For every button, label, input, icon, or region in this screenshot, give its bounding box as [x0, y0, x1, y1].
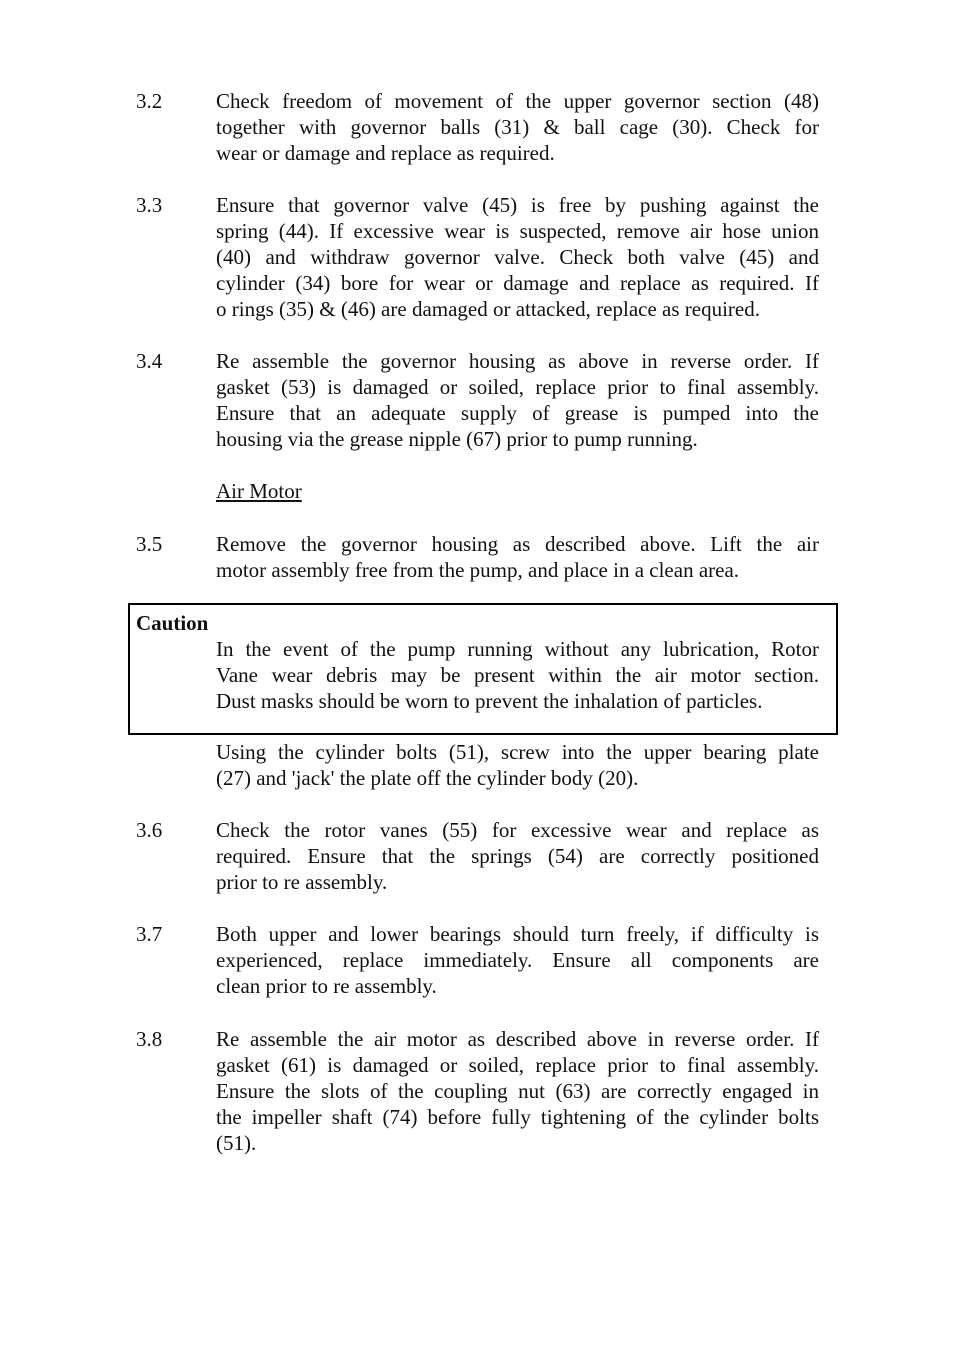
text-line: o rings (35) & (46) are damaged or attacked, replace as required.: [216, 297, 761, 321]
text-line: Dust masks should be worn to prevent the inhalation of particles.: [216, 689, 763, 713]
section-number: 3.5: [136, 532, 163, 556]
text-line: In the event of the pump running without any lubrication, Rotor: [216, 637, 819, 661]
text-line: Check the rotor vanes (55) for excessive wear and replace as: [216, 818, 819, 842]
section-3-6: [136, 817, 819, 895]
section-number: 3.6: [136, 818, 163, 842]
text-line: spring (44). If excessive wear is suspected, remove air hose union: [216, 219, 819, 243]
caution-box: [128, 603, 838, 735]
caution-title: Caution: [136, 611, 209, 635]
text-line: Vane wear debris may be present within the air motor section.: [216, 663, 819, 687]
section-number: 3.8: [136, 1027, 163, 1051]
text-line: housing via the grease nipple (67) prior to pump running.: [216, 427, 698, 451]
text-line: gasket (61) is damaged or soiled, replace prior to final assembly.: [216, 1053, 819, 1077]
section-number: 3.7: [136, 922, 163, 946]
section-number: 3.2: [136, 89, 163, 113]
text-line: prior to re assembly.: [216, 870, 388, 894]
section-text: [216, 817, 819, 895]
text-line: (40) and withdraw governor valve. Check both valve (45) and: [216, 245, 819, 269]
text-line: Check freedom of movement of the upper governor section (48): [216, 89, 819, 113]
text-line: wear or damage and replace as required.: [216, 141, 555, 165]
section-text: [216, 88, 819, 166]
text-line: required. Ensure that the springs (54) are correctly positioned: [216, 844, 819, 868]
section-3-7: [136, 921, 819, 999]
text-line: Ensure that governor valve (45) is free by pushing against the: [216, 193, 819, 217]
section-text: [216, 348, 819, 452]
text-line: Ensure the slots of the coupling nut (63) are correctly engaged in: [216, 1079, 819, 1103]
section-3-5: [136, 531, 819, 583]
text-line: cylinder (34) bore for wear or damage and replace as required. If: [216, 271, 819, 295]
section-3-5-continued: [136, 739, 819, 791]
text-line: experienced, replace immediately. Ensure all components are: [216, 948, 819, 972]
section-text: [216, 739, 819, 791]
section-number: 3.3: [136, 193, 163, 217]
text-line: Using the cylinder bolts (51), screw into the upper bearing plate: [216, 740, 819, 764]
text-line: Remove the governor housing as described above. Lift the air: [216, 532, 819, 556]
section-text: [216, 192, 819, 322]
section-text: [216, 921, 819, 999]
section-number: 3.4: [136, 349, 163, 373]
text-line: Ensure that an adequate supply of grease is pumped into the: [216, 401, 819, 425]
text-line: motor assembly free from the pump, and place in a clean area.: [216, 558, 740, 582]
air-motor-heading: Air Motor: [216, 479, 302, 503]
text-line: clean prior to re assembly.: [216, 974, 437, 998]
text-line: together with governor balls (31) & ball cage (30). Check for: [216, 115, 819, 139]
text-line: Re assemble the governor housing as above in reverse order. If: [216, 349, 819, 373]
section-3-4: [136, 348, 819, 452]
text-line: Re assemble the air motor as described above in reverse order. If: [216, 1027, 819, 1051]
text-line: Both upper and lower bearings should turn freely, if difficulty is: [216, 922, 819, 946]
text-line: the impeller shaft (74) before fully tightening of the cylinder bolts: [216, 1105, 819, 1129]
text-line: (27) and 'jack' the plate off the cylinder body (20).: [216, 766, 639, 790]
section-3-2: [136, 88, 819, 166]
text-line: gasket (53) is damaged or soiled, replace prior to final assembly.: [216, 375, 819, 399]
section-3-8: [136, 1026, 819, 1156]
caution-text: [216, 636, 819, 714]
section-3-3: [136, 192, 819, 322]
section-text: [216, 1026, 819, 1156]
text-line: (51).: [216, 1131, 257, 1155]
section-text: [216, 531, 819, 583]
